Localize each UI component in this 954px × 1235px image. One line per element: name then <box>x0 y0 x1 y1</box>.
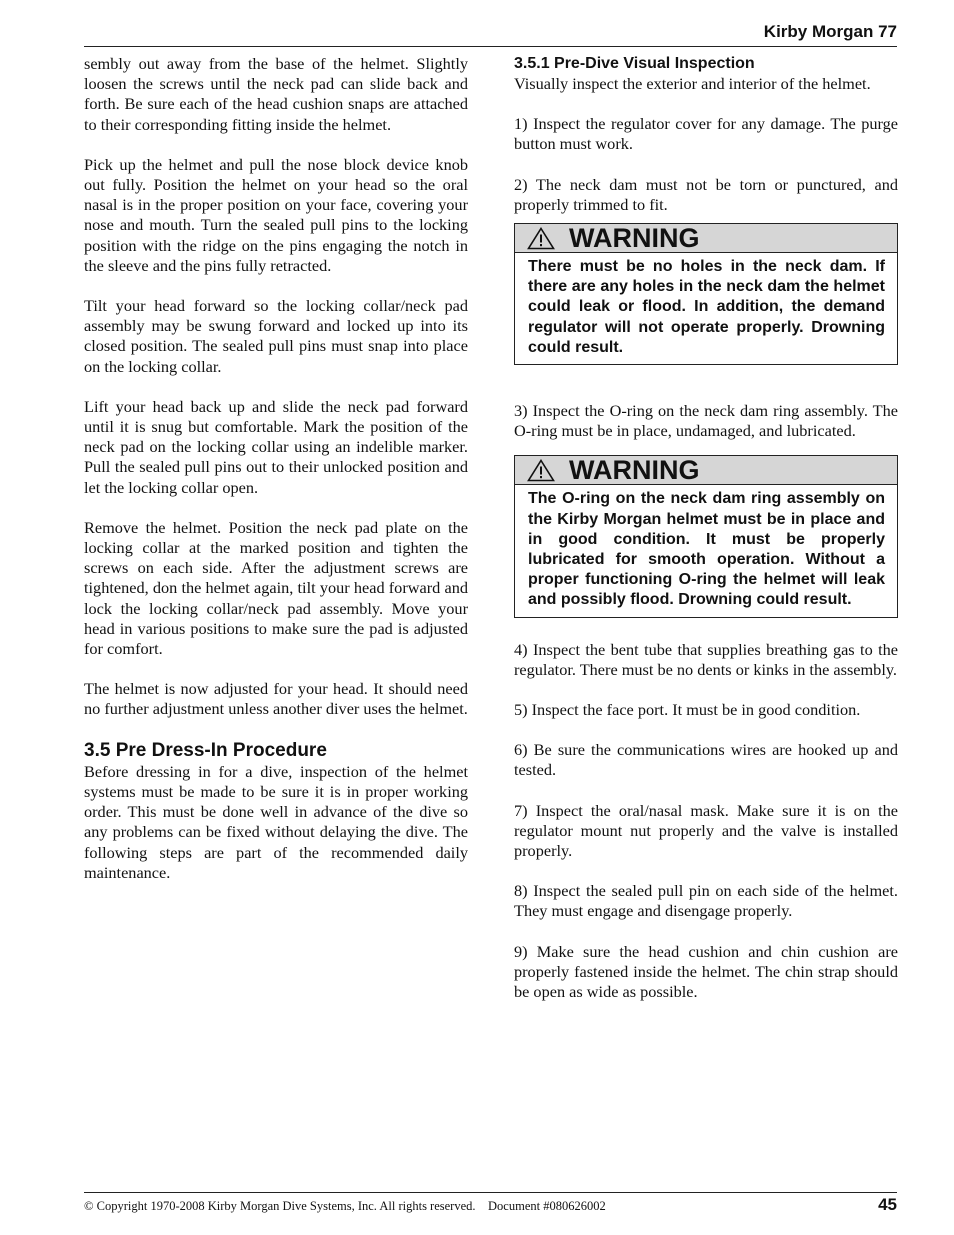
warning-header <box>515 224 897 253</box>
step-9: 9) Make sure the head cushion and chin cushion are properly fastened inside the helmet. The chin strap should be open as wide as possible. <box>514 941 898 1002</box>
body-paragraph: Tilt your head forward so the locking collar/neck pad assembly may be swung forward and locked up into its closed position. The sealed pull pins must snap into place on the locking collar. <box>84 296 468 376</box>
warning-triangle-icon <box>527 227 555 250</box>
warning-header <box>515 456 897 485</box>
step-1: 1) Inspect the regulator cover for any damage. The purge button must work. <box>514 114 898 154</box>
right-column <box>514 54 898 1022</box>
intro-paragraph: Visually inspect the exterior and interior of the helmet. <box>514 74 871 93</box>
left-column <box>84 54 468 903</box>
body-paragraph: sembly out away from the base of the helmet. Slightly loosen the screws until the neck pad can slide back and forth. Be sure each of the head cushion snaps are attached to their corresponding fitting inside the helmet. <box>84 54 468 134</box>
footer-copyright: © Copyright 1970-2008 Kirby Morgan Dive Systems, Inc. All rights reserved. Document #080626002 <box>84 1199 606 1213</box>
step-2: 2) The neck dam must not be torn or punctured, and properly trimmed to fit. <box>514 174 898 214</box>
warning-box-neck-dam <box>514 223 898 365</box>
running-header-title: Kirby Morgan 77 <box>763 22 897 41</box>
page-number: 45 <box>878 1195 897 1214</box>
section-heading: 3.5 Pre Dress-In Procedure <box>84 739 327 761</box>
body-paragraph: Lift your head back up and slide the neck pad forward until it is snug but comfortable. Mark the position of the neck pad on the locking collar using an indelible marker. Pull the sealed pull pins out to their unlocked position and let the locking collar open. <box>84 396 468 497</box>
body-paragraph: The helmet is now adjusted for your head. It should need no further adjustment unless another diver uses the helmet. <box>84 679 468 719</box>
step-6: 6) Be sure the communications wires are hooked up and tested. <box>514 740 898 780</box>
subsection-heading: 3.5.1 Pre-Dive Visual Inspection <box>514 55 755 72</box>
step-8: 8) Inspect the sealed pull pin on each side of the helmet. They must engage and disengage properly. <box>514 881 898 921</box>
warning-box-o-ring <box>514 455 898 617</box>
step-5: 5) Inspect the face port. It must be in good condition. <box>514 700 861 720</box>
body-paragraph: Remove the helmet. Position the neck pad plate on the locking collar at the marked position and tighten the screws on each side. After the adjustment screws are tightened, don the helmet again, tilt your head forward and lock the locking collar/neck pad assembly. Move your head in various positions to make sure the pad is adjusted for comfort. <box>84 517 468 659</box>
step-3: 3) Inspect the O-ring on the neck dam ring assembly. The O-ring must be in place, undamaged, and lubricated. <box>514 401 898 441</box>
header-rule <box>84 46 897 47</box>
warning-label: WARNING <box>569 223 700 254</box>
step-4: 4) Inspect the bent tube that supplies breathing gas to the regulator. There must be no dents or kinks in the assembly. <box>514 639 898 679</box>
section-paragraph: Before dressing in for a dive, inspection of the helmet systems must be made to be sure it is in proper working order. This must be done well in advance of the dive so any problems can be fixed without delaying the dive. The following steps are part of the recommended daily maintenance. <box>84 761 468 882</box>
warning-text: There must be no holes in the neck dam. If there are any holes in the neck dam the helmet could leak or flood. In addition, the demand regulator will not operate properly. Drowning could result. <box>528 258 885 356</box>
body-paragraph: Pick up the helmet and pull the nose block device knob out fully. Position the helmet on your head so the oral nasal is in the proper position on your face, covering your nose and mouth. Turn the sealed pull pins to the locking position with the ridge on the pins engaging the notch in the sleeve and the pins fully retracted. <box>84 154 468 275</box>
warning-triangle-icon <box>527 459 555 482</box>
warning-label: WARNING <box>569 455 700 486</box>
warning-text: The O-ring on the neck dam ring assembly on the Kirby Morgan helmet must be in place and in good condition. It must be properly lubricated for smooth operation. Without a proper functioning O-ring the helmet will leak and possibly flood. Drowning could result. <box>528 490 885 609</box>
footer-rule <box>84 1192 897 1193</box>
step-7: 7) Inspect the oral/nasal mask. Make sure it is on the regulator mount nut properly and the valve is installed properly. <box>514 800 898 861</box>
